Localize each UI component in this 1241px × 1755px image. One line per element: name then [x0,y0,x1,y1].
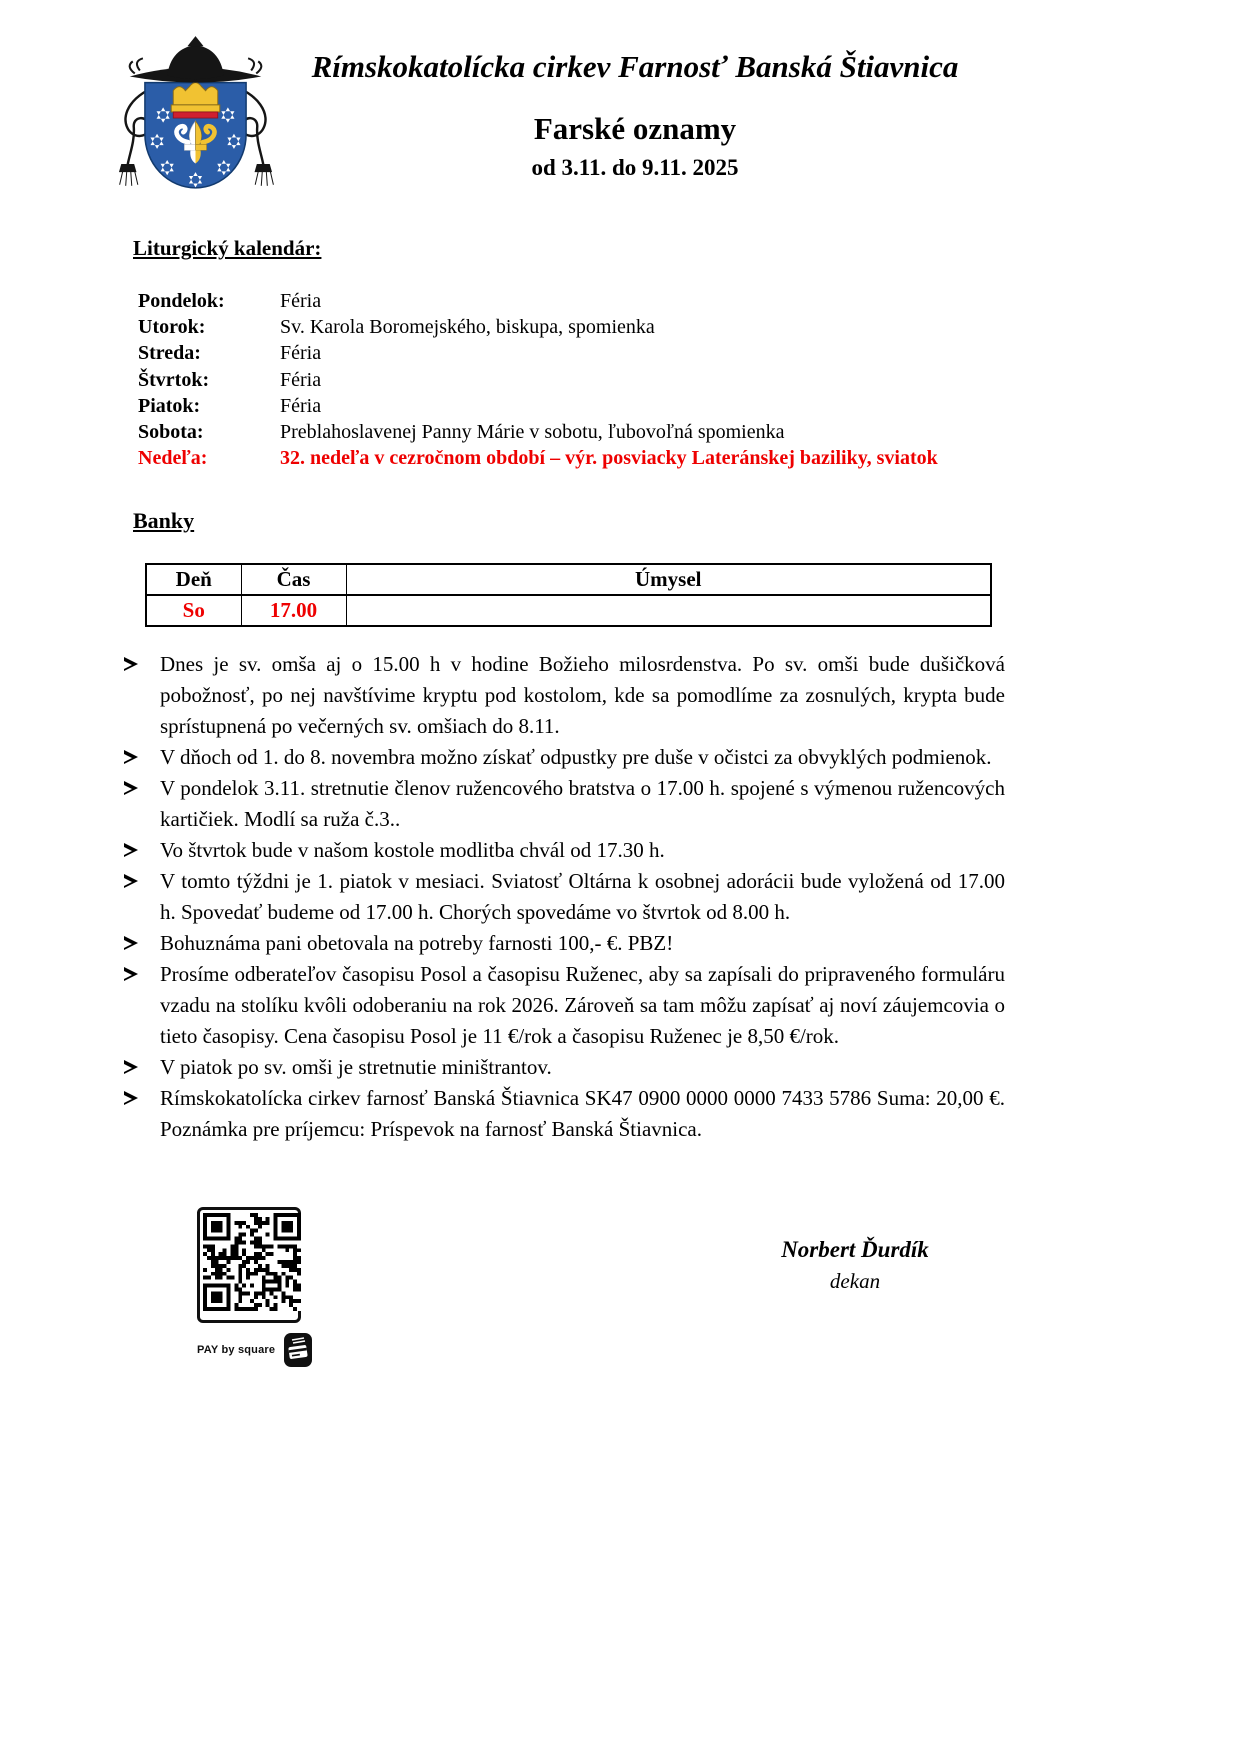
announcement-item [118,928,1005,959]
announcement-item [118,742,1005,773]
bullet-arrow-icon [122,1052,140,1083]
calendar-day-value: Féria [280,394,322,417]
announcement-text: V tomto týždni je 1. piatok v mesiaci. Sviatosť Oltárna k osobnej adorácii bude vyložená od 17.00 h. Spovedať budeme od 17.00 h. Chorých spovedáme vo štvrtok od 8.00 h. [160,869,1005,924]
liturgical-calendar-heading: Liturgický kalendár: [133,236,322,260]
calendar-row [138,393,1138,419]
bullet-arrow-icon [122,959,140,990]
calendar-day-label: Utorok: [138,316,206,339]
announcement-text: V dňoch od 1. do 8. novembra možno získať odpustky pre duše v očistci za obvyklých podmienok. [160,745,992,769]
announcement-text: Rímskokatolícka cirkev farnosť Banská Štiavnica SK47 0900 0000 0000 7433 5786 Suma: 20,00 €. Poznámka pre príjemcu: Príspevok na farnosť Banská Štiavnica. [160,1086,1005,1141]
bullet-arrow-icon [122,773,140,804]
calendar-row [138,419,1138,445]
bullet-arrow-icon [122,649,140,680]
banky-table [145,563,992,627]
calendar-day-label: Pondelok: [138,290,225,312]
announcement-item [118,866,1005,928]
pay-by-square-card-icon [284,1333,312,1367]
announcement-item [118,1052,1005,1083]
announcement-text: V piatok po sv. omši je stretnutie miništrantov. [160,1055,552,1079]
announcement-item [118,959,1005,1052]
announcement-text: Vo štvrtok bude v našom kostole modlitba chvál od 17.30 h. [160,838,665,862]
qr-code-pattern [203,1213,301,1311]
calendar-day-label: Sobota: [138,421,204,444]
announcement-text: Prosíme odberateľov časopisu Posol a časopisu Ruženec, aby sa zapísali do pripraveného formuláru vzadu na stolíku kvôli odoberaniu na rok 2026. Zároveň sa tam môžu zapísať aj noví záujemcovia o tieto časopisy. Cena časopisu Posol je 11 €/rok a časopisu Ruženec je 8,50 €/rok. [160,962,1005,1048]
page-subtitle: Farské oznamy [533,111,737,146]
calendar-row [138,314,1138,340]
pay-by-square-label: PAY by square [197,1344,276,1356]
bullet-arrow-icon [122,928,140,959]
announcement-item [118,835,1005,866]
announcement-text: Dnes je sv. omša aj o 15.00 h v hodine Božieho milosrdenstva. Po sv. omši bude dušičková pobožnosť, po nej navštívime kryptu pod kostolom, kde sa pomodlíme za zosnulých, krypta bude sprístupnená po večerných sv. omšiach do 8.11. [160,652,1005,738]
announcement-item [118,773,1005,835]
signature-block [700,1236,1010,1294]
liturgical-calendar-list [138,288,1138,471]
banky-cell-time: 17.00 [241,595,346,626]
calendar-day-value: Sv. Karola Boromejského, biskupa, spomienka [280,316,655,339]
qr-code [197,1207,301,1323]
calendar-day-value: Féria [280,368,322,391]
bullet-arrow-icon [122,1083,140,1114]
announcement-item [118,649,1005,742]
calendar-row [138,340,1138,366]
calendar-day-value: 32. nedeľa v cezročnom období – výr. posviacky Lateránskej baziliky, sviatok [280,447,938,470]
banky-heading: Banky [133,508,195,533]
announcement-text: V pondelok 3.11. stretnutie členov ružencového bratstva o 17.00 h. spojené s výmenou ružencových kartičiek. Modlí sa ruža č.3.. [160,776,1005,831]
banky-table-body [146,595,991,626]
banky-table-header-cell: Úmysel [346,564,991,595]
calendar-day-value: Féria [280,342,322,365]
document-header [250,48,1020,182]
calendar-day-label: Nedeľa: [138,447,208,470]
banky-table-header-cell: Čas [241,564,346,595]
banky-table-header-cell: Deň [146,564,241,595]
bullet-arrow-icon [122,742,140,773]
bullet-arrow-icon [122,866,140,897]
calendar-day-label: Streda: [138,342,201,365]
calendar-row [138,288,1138,314]
calendar-day-label: Štvrtok: [138,368,210,391]
calendar-row [138,367,1138,393]
calendar-day-label: Piatok: [138,394,201,417]
announcement-item [118,1083,1005,1145]
banky-table-header-row [146,564,991,595]
calendar-day-value: Féria [280,290,322,312]
calendar-row [138,445,1138,471]
bullet-arrow-icon [122,835,140,866]
page-title: Rímskokatolícka cirkev Farnosť Banská Štiavnica [311,49,959,84]
signature-role: dekan [829,1269,881,1293]
date-range: od 3.11. do 9.11. 2025 [531,155,739,180]
announcements-list [118,649,1005,1145]
banky-cell-day: So [146,595,241,626]
calendar-day-value: Preblahoslavenej Panny Márie v sobotu, ľubovoľná spomienka [280,421,785,444]
signature-name: Norbert Ďurdík [781,1237,929,1262]
banky-cell-intention [346,595,991,626]
banky-table-row [146,595,991,626]
announcement-text: Bohuznáma pani obetovala na potreby farnosti 100,- €. PBZ! [160,931,674,955]
